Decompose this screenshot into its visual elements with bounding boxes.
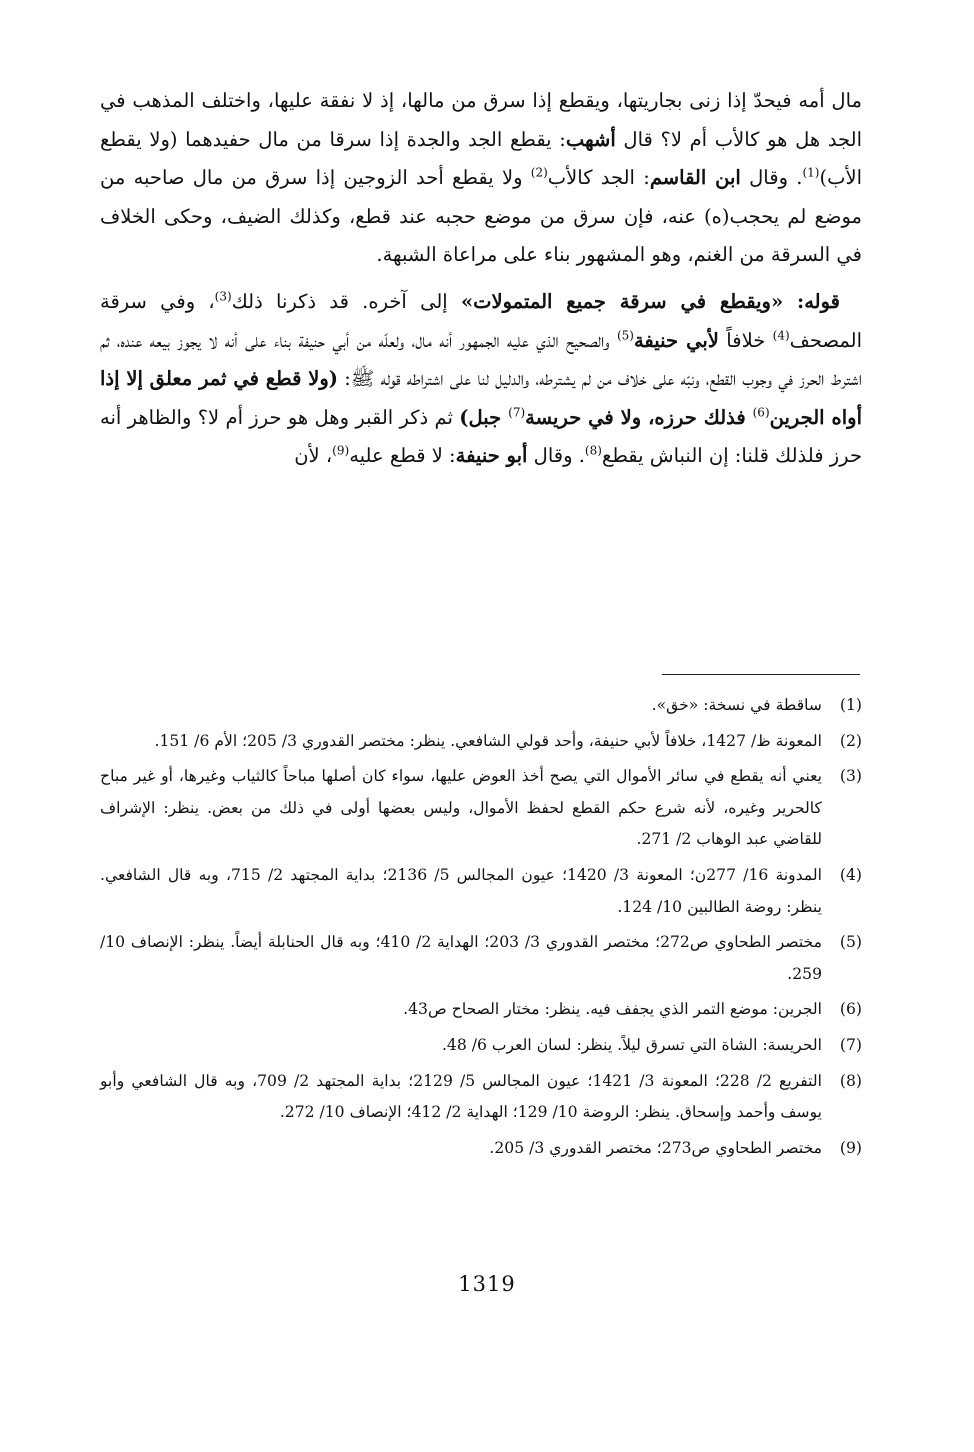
footnote — [100, 1133, 862, 1165]
hadith-text: جبل) — [459, 405, 509, 429]
footnote — [100, 1066, 862, 1129]
paragraph-1 — [100, 82, 862, 275]
footnote-number: (8) — [839, 1071, 862, 1090]
footnote-ref-7[interactable]: (7) — [508, 405, 526, 420]
name-ashhab: أشهب — [565, 127, 616, 151]
page-number: 1319 — [458, 1272, 516, 1296]
footnote-text: مختصر الطحاوي ص273؛ مختصر القدوري 3/ 205. — [489, 1138, 822, 1157]
footnote-ref-4[interactable]: (4) — [772, 328, 790, 343]
footnote-text: مختصر الطحاوي ص272؛ مختصر القدوري 3/ 203؛ الهداية 2/ 410؛ وبه قال الحنابلة أيضاً. ينظر: الإنصاف 10/ 259. — [100, 933, 822, 983]
footnote-number: (2) — [839, 731, 862, 750]
footnote — [100, 994, 862, 1026]
text-run: . وقال — [740, 166, 803, 190]
text-run: خلافاً — [718, 328, 773, 352]
footnote-number: (7) — [839, 1035, 862, 1054]
footnote-ref-5[interactable]: (5) — [616, 328, 634, 343]
footnote-text: المعونة ظ/ 1427، خلافاً لأبي حنيفة، وأحد قولي الشافعي. ينظر: مختصر القدوري 3/ 205؛ الأم 6/ 151. — [154, 731, 822, 750]
footnote — [100, 927, 862, 990]
footnote-separator — [662, 674, 860, 675]
matn-quote: «ويقطع في سرقة جميع المتمولات» — [460, 289, 784, 313]
footnote-number: (4) — [839, 865, 862, 884]
footnote-ref-2[interactable]: (2) — [530, 165, 548, 180]
footnote-ref-1[interactable]: (1) — [802, 165, 820, 180]
paragraph-2 — [100, 283, 862, 476]
footnote-ref-8[interactable]: (8) — [584, 443, 602, 458]
footnotes — [100, 690, 862, 1168]
footnote-text: الجرين: موضع التمر الذي يجفف فيه. ينظر: مختار الصحاح ص43. — [403, 1000, 822, 1019]
footnote-text: التفريع 2/ 228؛ المعونة 3/ 1421؛ عيون المجالس 5/ 2129؛ بداية المجتهد 2/ 709، وبه قال الشافعي وأبو يوسف وأحمد وإسحاق. ينظر: الروضة 10/ 129؛ الهداية 2/ 412؛ الإنصاف 10/ 272. — [100, 1071, 822, 1122]
footnote — [100, 761, 862, 856]
name-ibn-qasim: ابن القاسم — [649, 166, 741, 190]
footnote-text: الحريسة: الشاة التي تسرق ليلاً. ينظر: لسان العرب 6/ 48. — [441, 1035, 822, 1054]
text-run: والصحيح الذي عليه الجمهور أنه مال، ولعلّه من أبي حنيفة بناء على أنه لا يجوز بيعه عنده، ثم اشترط الحرز في وجوب القطع، ونبّه على خلاف من لم يشترطه، والدليل لنا على اشتراطه قوله ﷺ: — [100, 328, 863, 391]
text-run: ولا يقطع أحد الزوجين إذا سرق من مال صاحبه من موضع لم يحجب(ه) عنه، فإن سرق من موضع حجبه عند قطع، وكذلك الضيف، وحكى الخلاف في السرقة من الغنم، وهو المشهور بناء على مراعاة الشبهة. — [100, 166, 862, 267]
footnote-number: (5) — [839, 933, 862, 952]
footnote — [100, 726, 862, 758]
hadith-text: فذلك حرزه، ولا في حريسة — [525, 405, 753, 429]
name-abi-hanifa: لأبي حنيفة — [633, 328, 719, 352]
name-abu-hanifa: أبو حنيفة — [455, 444, 528, 468]
hadith-text: (ولا قطع في ثمر معلق إلا إذا أواه الجرين — [100, 367, 862, 429]
footnote — [100, 690, 862, 722]
text-run: ، وفي سرقة المصحف — [100, 289, 862, 352]
footnote-text: المدونة 16/ 277ن؛ المعونة 3/ 1420؛ عيون المجالس 5/ 2136؛ بداية المجتهد 2/ 715، وبه قال الشافعي. ينظر: روضة الطالبين 10/ 124. — [100, 865, 822, 916]
footnote-number: (1) — [839, 696, 862, 714]
text-run: مال أمه فيحدّ إذا زنى بجاريتها، ويقطع إذا سرق من مالها، إذ لا نفقة عليها، واختلف المذهب في الجد هل هو كالأب أم لا؟ قال — [100, 89, 863, 151]
footnote-number: (3) — [839, 767, 862, 786]
main-text — [100, 82, 862, 476]
footnote-number: (9) — [839, 1138, 862, 1157]
text-run: : لا قطع عليه — [349, 444, 456, 468]
qawluhu-label: قوله: — [783, 289, 841, 313]
footnote — [100, 860, 862, 923]
text-run: : الجد كالأب — [547, 166, 650, 190]
text-run: . وقال — [527, 444, 585, 468]
footnote-text: يعني أنه يقطع في سائر الأموال التي يصح أخذ العوض عليها، سواء كان أصلها مباحاً كالثياب وغيرها، أو غير مباح كالحرير وغيره، لأنه شرع حكم القطع لحفظ الأموال، وليس بعضها أولى في ذلك من بعض. ينظر: الإشراف للقاضي عبد الوهاب 2/ 271. — [100, 767, 822, 849]
footnote-ref-6[interactable]: (6) — [752, 405, 770, 420]
text-run: إلى آخره. قد ذكرنا ذلك — [231, 289, 461, 313]
text-run: ثم ذكر القبر وهل هو حرز أم لا؟ والظاهر أنه حرز فلذلك قلنا: إن النباش يقطع — [100, 405, 862, 468]
footnote-ref-9[interactable]: (9) — [332, 443, 350, 458]
footnote-text: ساقطة في نسخة: «خق». — [651, 696, 822, 714]
footnote — [100, 1030, 862, 1062]
text-run: : يقطع الجد والجدة إذا سرقا من مال حفيدهما (ولا يقطع الأب) — [100, 127, 862, 190]
footnote-ref-3[interactable]: (3) — [214, 289, 232, 304]
text-run: ، لأن — [294, 444, 333, 468]
footnote-number: (6) — [839, 1000, 862, 1019]
